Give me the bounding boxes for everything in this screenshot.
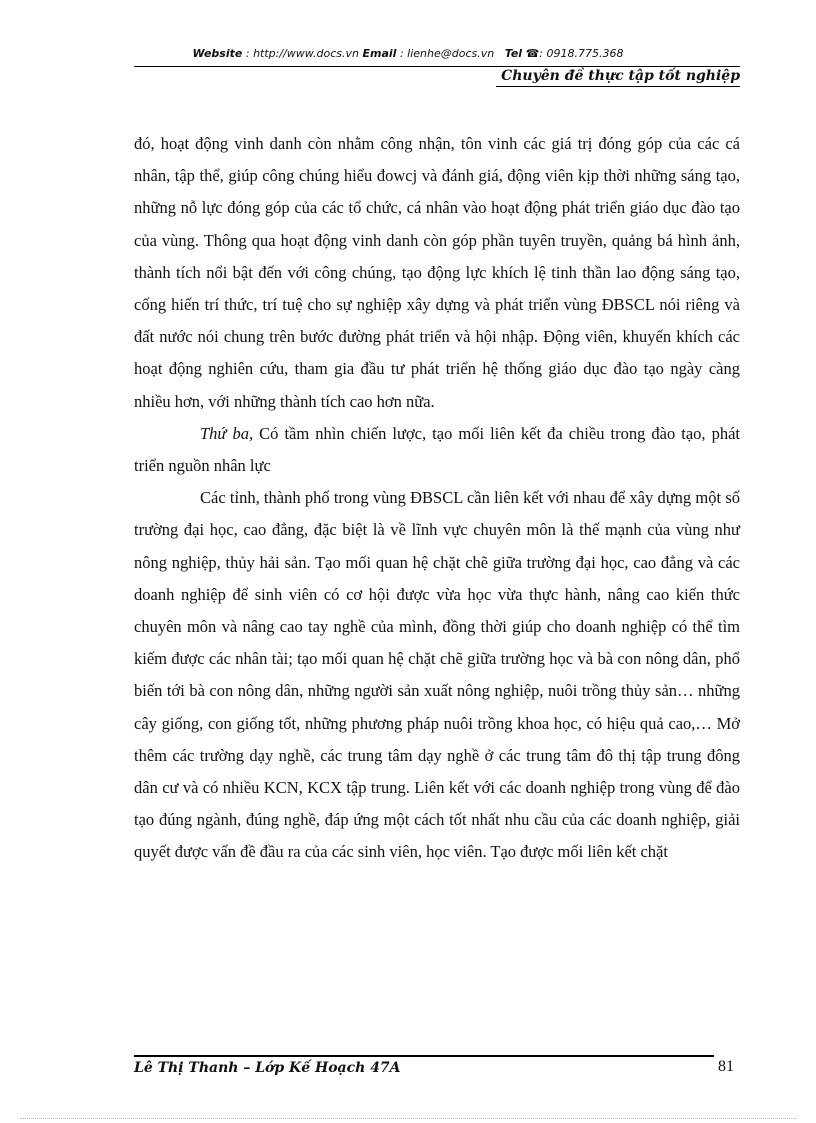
paragraph-3: Các tỉnh, thành phố trong vùng ĐBSCL cần liên kết với nhau để xây dựng một số trường đại học, cao đẳng, đặc biệt là về lĩnh vực chuyên môn là thế mạnh của vùng như nông nghiệp, thủy hải sản. Tạo mối quan hệ chặt chẽ giữa trường đại học, cao đẳng và các doanh nghiệp để sinh viên có cơ hội được vừa học vừa thực hành, nâng cao kiến thức chuyên môn và nâng cao tay nghề của mình, đồng thời giúp cho doanh nghiệp có thể tìm kiếm được các nhân tài; tạo mối quan hệ chặt chẽ giữa trường học và bà con nông dân, phổ biến tới bà con nông dân, những người sản xuất nông nghiệp, nuôi trồng thủy sản… những cây giống, con giống tốt, những phương pháp nuôi trồng khoa học, có hiệu quả cao,… Mở thêm các trường dạy nghề, các trung tâm dạy nghề ở các trung tâm đô thị tập trung đông dân cư và có nhiều KCN, KCX tập trung. Liên kết với các doanh nghiệp trong vùng để đào tạo đúng ngành, đúng nghề, đáp ứng một cách tốt nhất nhu cầu của các doanh nghiệp, giải quyết được vấn đề đầu ra của các sinh viên, học viên. Tạo được mối liên kết chặt <box>134 488 740 862</box>
phone-icon: ☎ <box>525 47 540 60</box>
header-rule <box>134 66 740 67</box>
tel-value: : 0918.775.368 <box>539 47 624 60</box>
email-separator: : <box>396 47 408 60</box>
email-label: Email <box>362 47 397 60</box>
paragraph-2 <box>134 418 740 482</box>
footer-rule <box>134 1055 714 1057</box>
tel-label: Tel <box>504 47 523 60</box>
paragraph-1: đó, hoạt động vinh danh còn nhằm công nhận, tôn vinh các giá trị đóng góp của các cá nhân, tập thể, giúp công chúng hiểu đowcj và đánh giá, động viên kịp thời những sáng tạo, những nỗ lực đóng góp của các tổ chức, cá nhân vào hoạt động phát triển giáo dục đào tạo của vùng. Thông qua hoạt động vinh danh còn góp phần tuyên truyền, quảng bá hình ảnh, thành tích nổi bật đến với công chúng, tạo động lực khích lệ tinh thần lao động sáng tạo, cống hiến trí thức, trí tuệ cho sự nghiệp xây dựng và phát triển vùng ĐBSCL nói riêng và đất nước nói chung trên bước đường phát triển và hội nhập. Động viên, khuyến khích các hoạt động nghiên cứu, tham gia đầu tư phát triển hệ thống giáo dục đào tạo ngày càng nhiều hơn, với những thành tích cao hơn nữa. <box>134 134 740 411</box>
website-label: Website <box>192 47 243 60</box>
paragraph-2-rest: Có tầm nhìn chiến lược, tạo mối liên kết đa chiều trong đào tạo, phát triển nguồn nhân lực <box>134 423 740 476</box>
paragraph-2-lead: Thứ ba, <box>200 423 254 443</box>
footer-author: Lê Thị Thanh – Lớp Kế Hoạch 47A <box>134 1060 401 1076</box>
header-subtitle: Chuyên đề thực tập tốt nghiệp <box>501 68 740 84</box>
email-value: lienhe@docs.vn <box>407 47 495 60</box>
website-url: http://www.docs.vn <box>253 47 360 60</box>
header-contact-line <box>0 47 816 60</box>
body-text <box>134 128 740 869</box>
header-subtitle-underline <box>496 86 740 87</box>
website-separator: : <box>242 47 254 60</box>
page-bottom-border <box>20 1118 796 1119</box>
page-number: 81 <box>718 1058 734 1075</box>
